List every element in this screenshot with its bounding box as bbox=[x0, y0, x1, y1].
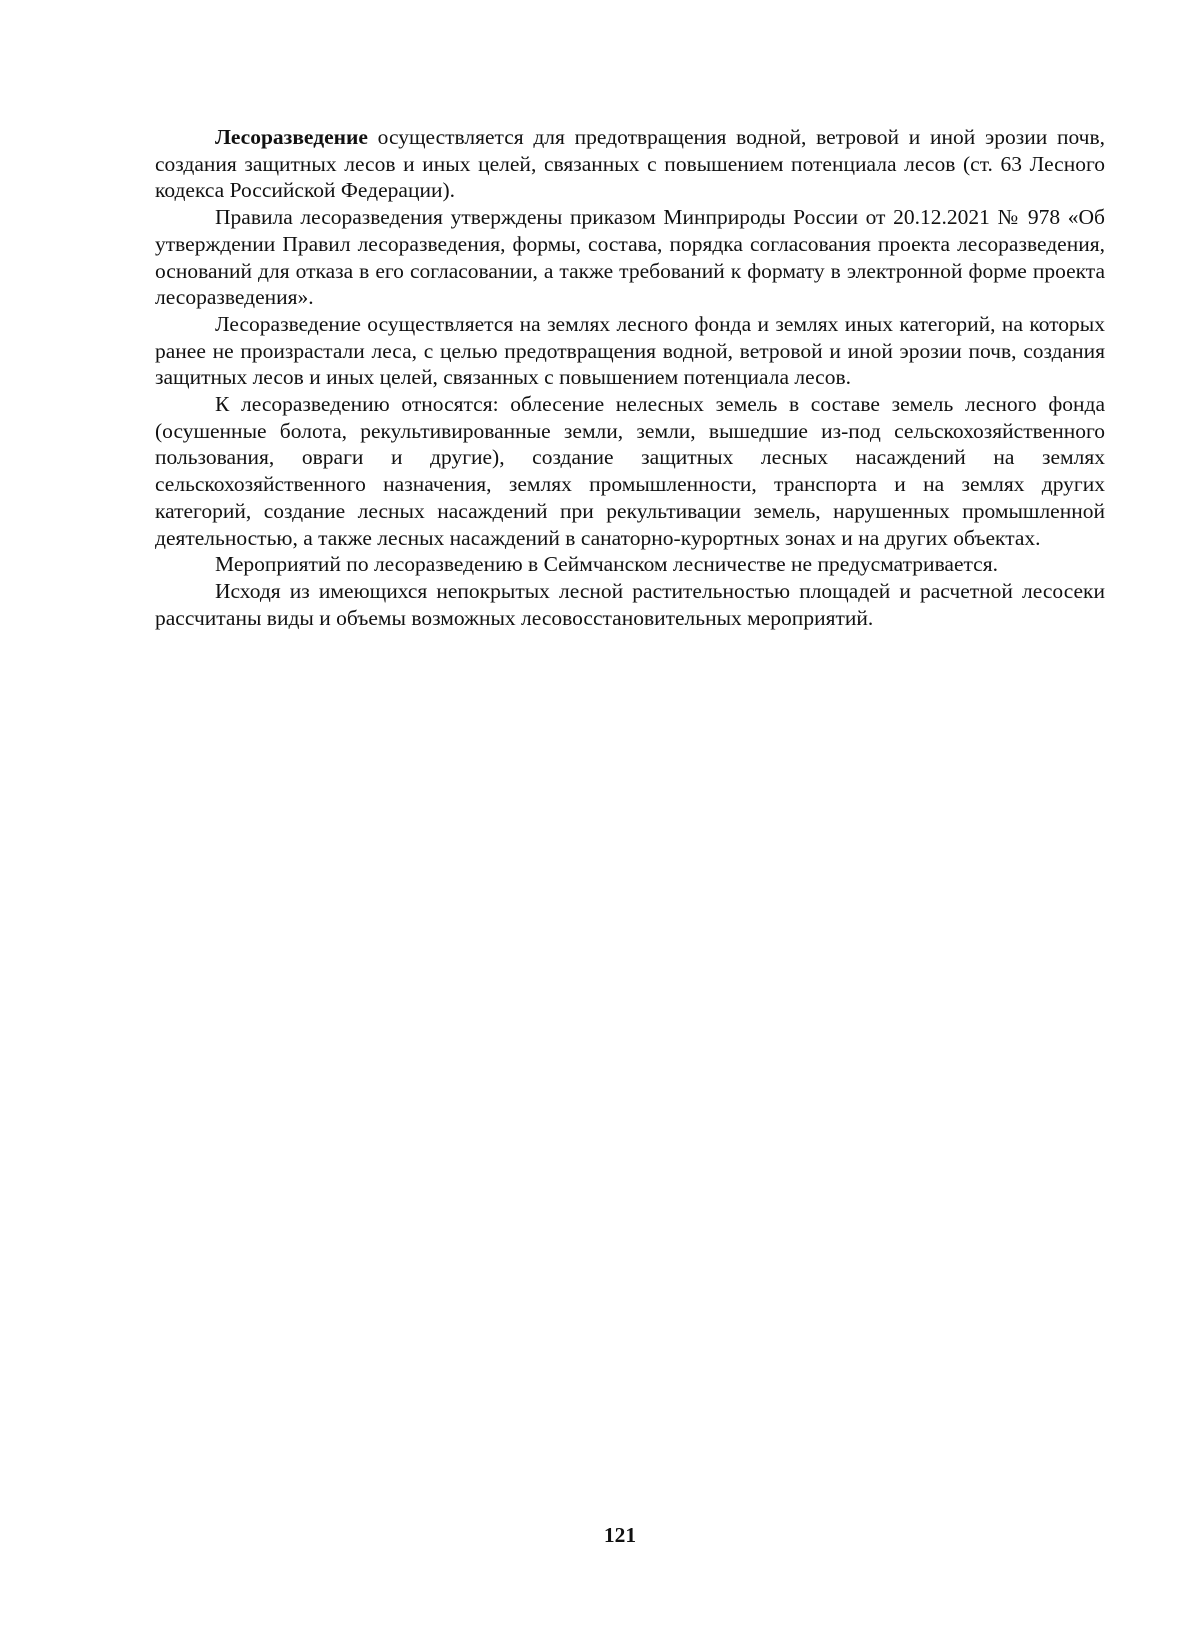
document-body bbox=[155, 124, 1105, 631]
paragraph-afforestation-types: К лесоразведению относятся: облесение нелесных земель в составе земель лесного фонда (осушенные болота, рекультивированные земли, земли, вышедшие из-под сельскохозяйственного пользования, овраги и другие), создание защитных лесных насаждений на землях сельскохозяйственного назначения, землях промышленности, транспорта и на землях других категорий, создание лесных насаждений при рекультивации земель, нарушенных промышленной деятельностью, а также лесных насаждений в санаторно-курортных зонах и на других объектах. bbox=[155, 392, 1105, 550]
bold-term-lesorazvedenie: Лесоразведение bbox=[215, 125, 368, 149]
paragraph-afforestation-definition bbox=[155, 124, 1105, 204]
paragraph-text: осуществляется для предотвращения водной, ветровой и иной эрозии почв, создания защитных лесов и иных целей, связанных с повышением потенциала лесов (ст. 63 Лесного кодекса Российской Федерации). bbox=[155, 125, 1105, 203]
paragraph-reforestation-volumes: Исходя из имеющихся непокрытых лесной растительностью площадей и расчетной лесосеки рассчитаны виды и объемы возможных лесовосстановительных мероприятий. bbox=[155, 578, 1105, 630]
paragraph-afforestation-rules: Правила лесоразведения утверждены приказом Минприроды России от 20.12.2021 № 978 «Об утверждении Правил лесоразведения, формы, состава, порядка согласования проекта лесоразведения, оснований для отказа в его согласовании, а также требований к формату в электронной форме проекта лесоразведения». bbox=[155, 205, 1105, 310]
paragraph-afforestation-lands: Лесоразведение осуществляется на землях лесного фонда и землях иных категорий, на которых ранее не произрастали леса, с целью предотвращения водной, ветровой и иной эрозии почв, создания защитных лесов и иных целей, связанных с повышением потенциала лесов. bbox=[155, 311, 1105, 390]
paragraph-seymchan-forestry: Мероприятий по лесоразведению в Сеймчанском лесничестве не предусматривается. bbox=[215, 552, 998, 577]
page-number: 121 bbox=[603, 1523, 637, 1547]
